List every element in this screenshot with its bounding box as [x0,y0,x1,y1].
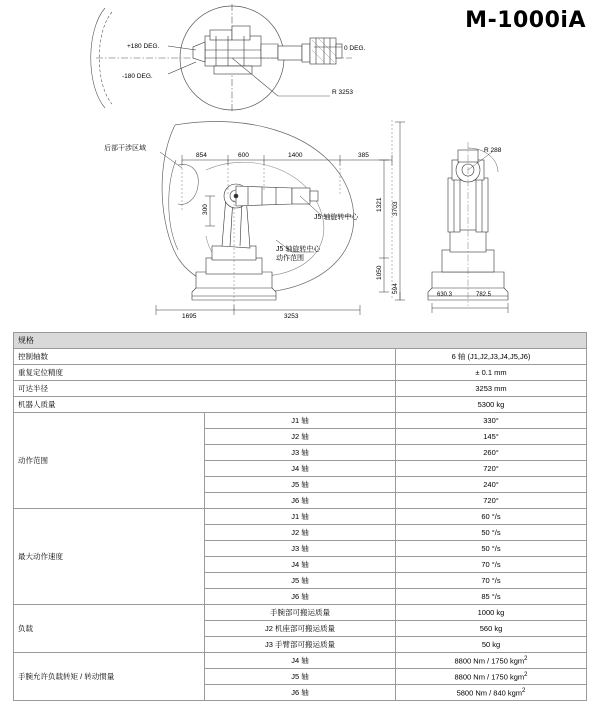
spec-sub-label: J2 轴 [205,525,396,541]
spec-sub-label: J5 轴 [205,573,396,589]
spec-label: 可达半径 [14,381,396,397]
spec-sub-label: J6 轴 [205,589,396,605]
label-zero-deg: 0 DEG. [344,45,366,52]
spec-sub-label: J2 机座部可搬运质量 [205,621,396,637]
spec-table-header-row [14,333,587,349]
spec-sub-label: J1 轴 [205,509,396,525]
spec-value-superscript: 2 [524,672,528,679]
spec-sub-label: J5 轴 [205,477,396,493]
spec-value-text: 8800 Nm / 1750 kgm [454,672,525,682]
label-r288: R 288 [484,147,502,154]
table-row [14,605,587,621]
label-dim-600: 600 [238,152,249,159]
spec-value-text: 8800 Nm / 1750 kgm [454,656,525,666]
spec-table-body [14,333,587,701]
spec-value: 60 °/s [396,509,587,525]
spec-value: 240° [396,477,587,493]
spec-value: 720° [396,461,587,477]
table-row [14,381,587,397]
spec-sub-label: J6 轴 [205,685,396,701]
spec-sub-label: J4 轴 [205,461,396,477]
spec-value-superscript: 2 [522,688,526,695]
spec-value: 145° [396,429,587,445]
spec-table-wrapper [13,332,587,701]
spec-group-label: 手腕允许负载转矩 / 转动惯量 [14,653,205,701]
spec-value-text: 5800 Nm / 840 kgm [456,688,523,698]
label-dim-3703: 3703 [392,201,399,216]
spec-group-label: 最大动作速度 [14,509,205,605]
spec-value: 330° [396,413,587,429]
label-r3253: R 3253 [332,89,353,96]
spec-label: 控制轴数 [14,349,396,365]
spec-value: 720° [396,493,587,509]
spec-value: 260° [396,445,587,461]
robot-drawing-area [0,0,600,330]
label-minus180: -180 DEG. [122,73,153,80]
label-dim-7825: 782.5 [476,292,492,298]
label-dim-1695: 1695 [182,313,197,320]
spec-label: 重复定位精度 [14,365,396,381]
spec-sub-label: J5 轴 [205,669,396,685]
label-dim-1400: 1400 [288,152,303,159]
label-dim-385: 385 [358,152,369,159]
label-plus180: +180 DEG. [127,43,160,50]
spec-sub-label: J3 手臂部可搬运质量 [205,637,396,653]
label-dim-594: 594 [392,283,399,294]
spec-label: 机器人质量 [14,397,396,413]
spec-group-label: 负载 [14,605,205,653]
label-dim-1050: 1050 [376,265,383,280]
spec-value: 6 轴 (J1,J2,J3,J4,J5,J6) [396,349,587,365]
spec-table-header-cell: 规格 [14,333,587,349]
table-row [14,349,587,365]
table-row [14,365,587,381]
spec-group-label: 动作范围 [14,413,205,509]
table-row [14,413,587,429]
spec-sub-label: J1 轴 [205,413,396,429]
spec-value: 50 kg [396,637,587,653]
spec-value: 50 °/s [396,541,587,557]
spec-sub-label: J4 轴 [205,557,396,573]
spec-value: 1000 kg [396,605,587,621]
label-j5-range-1: J5 轴旋转中心 [276,246,321,253]
label-dim-854: 854 [196,152,207,159]
table-row [14,653,587,669]
page-title: M-1000iA [465,8,586,33]
spec-sub-label: J2 轴 [205,429,396,445]
spec-value: 560 kg [396,621,587,637]
spec-sub-label: J4 轴 [205,653,396,669]
table-row [14,509,587,525]
label-j5-range-2: 动作范围 [276,255,304,262]
spec-value [396,685,587,701]
spec-value: 70 °/s [396,573,587,589]
label-dim-6303: 630.3 [437,292,453,298]
spec-value [396,669,587,685]
spec-value [396,653,587,669]
spec-value: ± 0.1 mm [396,365,587,381]
spec-sub-label: J3 轴 [205,541,396,557]
spec-value: 3253 mm [396,381,587,397]
spec-value: 70 °/s [396,557,587,573]
label-dim-1321: 1321 [376,197,383,212]
label-dim-3253: 3253 [284,313,299,320]
label-j5-center: J5 轴旋转中心 [314,214,359,221]
spec-sub-label: 手腕部可搬运质量 [205,605,396,621]
table-row [14,397,587,413]
spec-value: 5300 kg [396,397,587,413]
spec-value-superscript: 2 [524,656,528,663]
label-dim-300: 300 [202,204,209,215]
spec-table [13,332,587,701]
spec-sub-label: J6 轴 [205,493,396,509]
spec-value: 50 °/s [396,525,587,541]
spec-value: 85 °/s [396,589,587,605]
label-interference-zone: 后部干涉区域 [104,145,146,152]
spec-sub-label: J3 轴 [205,445,396,461]
